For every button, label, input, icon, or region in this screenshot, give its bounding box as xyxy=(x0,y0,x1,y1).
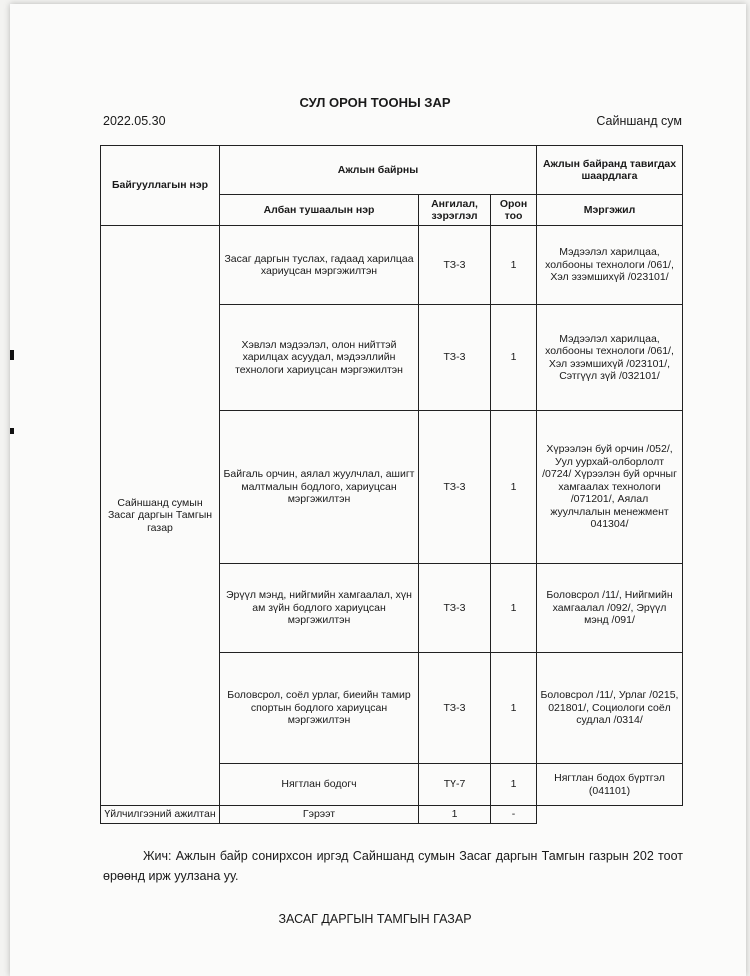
header-class: Ангилал, зэрэглэл xyxy=(419,195,491,226)
position-cell: Эрүүл мэнд, нийгмийн хамгаалал, хүн ам зүйн бодлого хариуцсан мэргэжилтэн xyxy=(220,564,419,653)
page-title: СУЛ ОРОН ТООНЫ ЗАР xyxy=(299,95,451,110)
count-cell: 1 xyxy=(419,806,491,824)
position-cell: Хэвлэл мэдээлэл, олон нийттэй харилцах асуудал, мэдээллийн технологи хариуцсан мэргэжилтэн xyxy=(220,305,419,411)
position-cell: Нягтлан бодогч xyxy=(220,764,419,806)
header-requirement: Ажлын байранд тавигдах шаардлага xyxy=(537,146,683,195)
scan-edge-mark xyxy=(10,428,14,434)
class-cell: ТЗ-3 xyxy=(419,305,491,411)
count-cell: 1 xyxy=(491,411,537,564)
header-profession: Мэргэжил xyxy=(537,195,683,226)
position-cell: Үйлчилгээний ажилтан xyxy=(101,806,220,824)
document-date: 2022.05.30 xyxy=(103,114,166,128)
profession-cell: Мэдээлэл харилцаа, холбооны технологи /061/, Хэл эзэмшихүй /023101/, Сэтгүүл зүй /032101/ xyxy=(537,305,683,411)
class-cell: Гэрээт xyxy=(220,806,419,824)
profession-cell: Мэдээлэл харилцаа, холбооны технологи /061/, Хэл эзэмшихүй /023101/ xyxy=(537,226,683,305)
class-cell: ТҮ-7 xyxy=(419,764,491,806)
profession-cell: Боловсрол /11/, Нийгмийн хамгаалал /092/, Эрүүл мэнд /091/ xyxy=(537,564,683,653)
footer-signature-line: ЗАСАГ ДАРГЫН ТАМГЫН ГАЗАР xyxy=(278,912,472,926)
count-cell: 1 xyxy=(491,564,537,653)
count-cell: 1 xyxy=(491,653,537,764)
position-cell: Боловсрол, соёл урлаг, биеийн тамир спортын бодлого хариуцсан мэргэжилтэн xyxy=(220,653,419,764)
note-text: Жич: Ажлын байр сонирхсон иргэд Сайншанд сумын Засаг даргын Тамгын газрын 202 тоот өрөөнд ирж уулзана уу. xyxy=(103,849,683,883)
organization-cell: Сайншанд сумын Засаг даргын Тамгын газар xyxy=(101,226,220,806)
count-cell: 1 xyxy=(491,305,537,411)
profession-cell: - xyxy=(491,806,537,824)
class-cell: ТЗ-3 xyxy=(419,411,491,564)
profession-cell: Нягтлан бодох бүртгэл (041101) xyxy=(537,764,683,806)
scan-edge-mark xyxy=(10,350,14,360)
vacancy-table xyxy=(100,145,683,824)
header-job: Ажлын байрны xyxy=(220,146,537,195)
profession-cell: Боловсрол /11/, Урлаг /0215, 021801/, Социологи соёл судлал /0314/ xyxy=(537,653,683,764)
count-cell: 1 xyxy=(491,226,537,305)
position-cell: Засаг даргын туслах, гадаад харилцаа хариуцсан мэргэжилтэн xyxy=(220,226,419,305)
class-cell: ТЗ-3 xyxy=(419,564,491,653)
document-location: Сайншанд сум xyxy=(596,114,682,128)
header-position: Албан тушаалын нэр xyxy=(220,195,419,226)
position-cell: Байгаль орчин, аялал жуулчлал, ашигт малтмалын бодлого, хариуцсан мэргэжилтэн xyxy=(220,411,419,564)
profession-cell: Хүрээлэн буй орчин /052/, Уул уурхай-олборлолт /0724/ Хүрээлэн буй орчныг хамгаалах технологи /071201/, Аялал жуулчлалын менежмент 041304/ xyxy=(537,411,683,564)
header-row xyxy=(101,146,683,195)
count-cell: 1 xyxy=(491,764,537,806)
class-cell: ТЗ-3 xyxy=(419,226,491,305)
header-org: Байгууллагын нэр xyxy=(101,146,220,226)
table-row xyxy=(101,226,683,305)
table-row xyxy=(101,806,683,824)
class-cell: ТЗ-3 xyxy=(419,653,491,764)
header-count: Орон тоо xyxy=(491,195,537,226)
